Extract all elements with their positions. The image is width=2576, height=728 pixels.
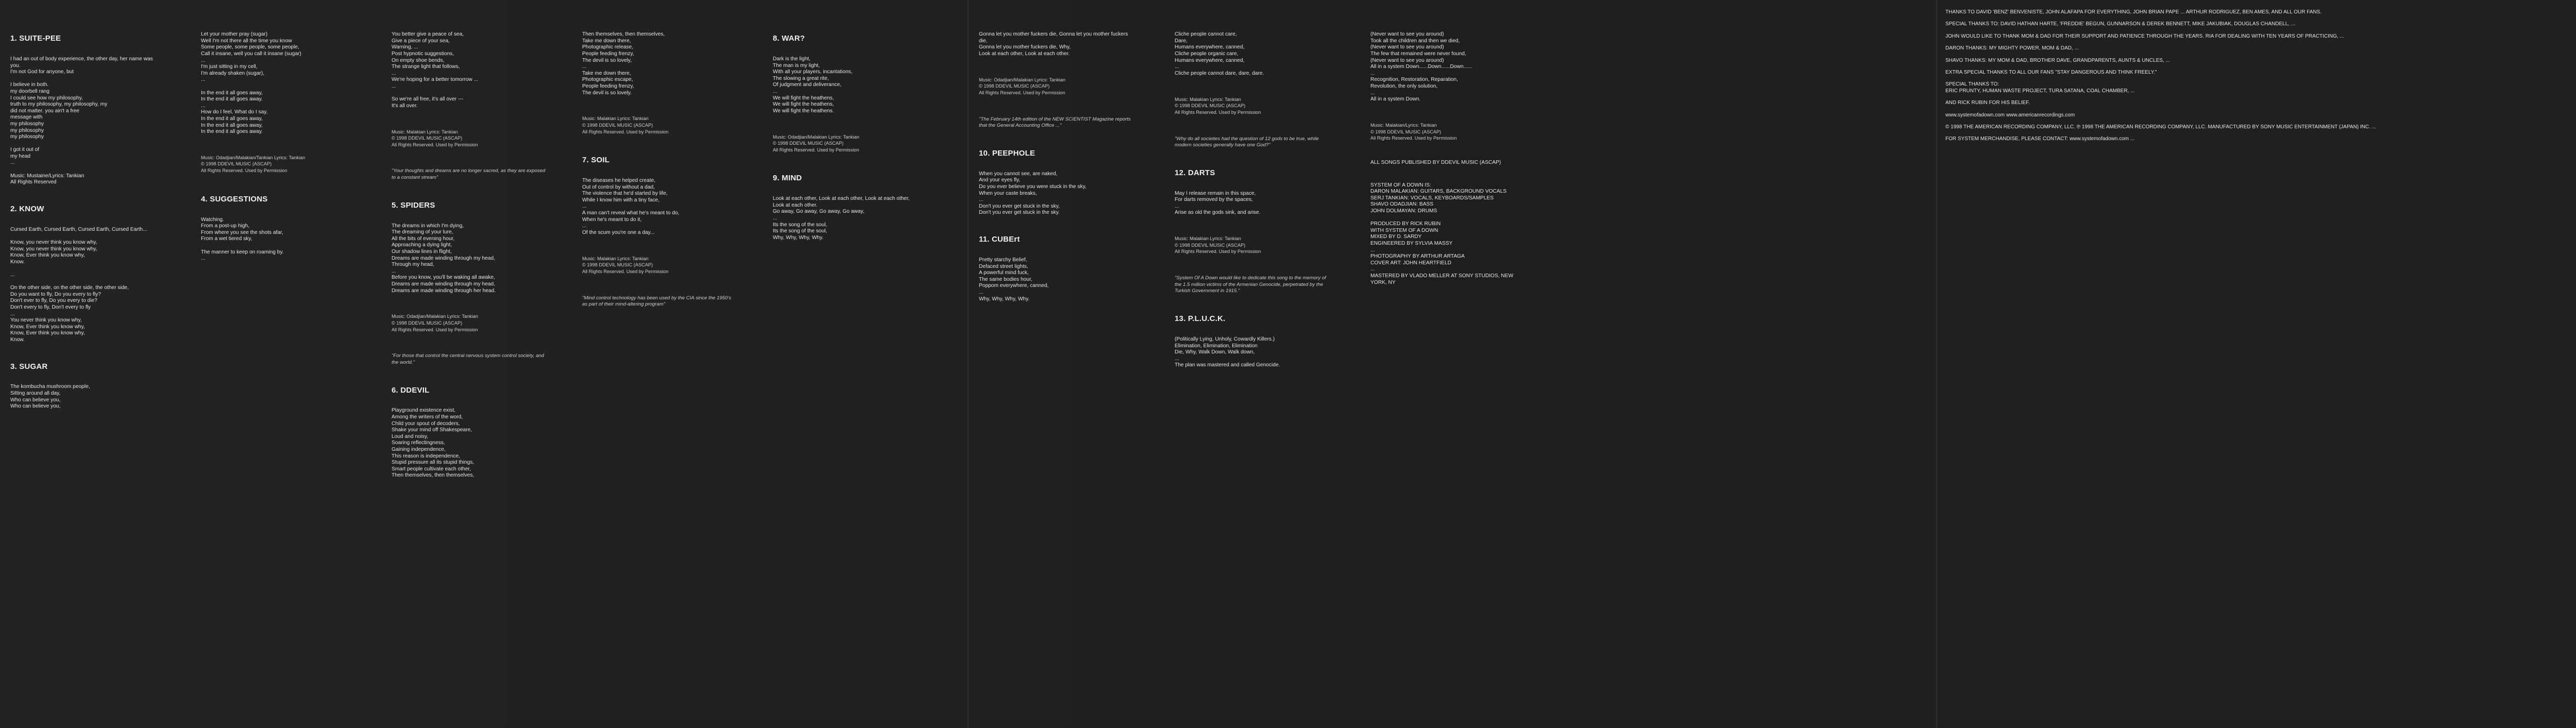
lyrics-panel-middle xyxy=(969,0,1937,728)
song-title: 5. SPIDERS xyxy=(392,200,435,210)
thanks-paragraph: SPECIAL THANKS TO: DAVID HATHAN HARTE, 'FREDDIE' BEGUN, GUNNARSON & DEREK BENNETT, MIKE JAKUBIAK, DOUGLAS CHANDELL, ... xyxy=(1945,21,2296,27)
merch-contact: FOR SYSTEM MERCHANDISE, PLEASE CONTACT: www.systemofadown.com ... xyxy=(1945,136,2135,142)
song-lyrics: Watching. From a post-up high, From where you see the shots afar, From a wet tiered sky, The manner to keep on roaming by. ... xyxy=(201,216,284,262)
song-title: 4. SUGGESTIONS xyxy=(201,194,268,204)
song-credit: Music: Malakian Lyrics: Tankian © 1998 DDEVIL MUSIC (ASCAP) All Rights Reserved. Used by Permission xyxy=(392,129,478,147)
song-title: 1. SUITE-PEE xyxy=(10,34,61,43)
song-title: 12. DARTS xyxy=(1175,168,1215,177)
song-lyrics: Gonna let you mother fuckers die, Gonna let you mother fuckers die, Gonna let you mother fuckers die, Why, Look at each other, Look at each other. xyxy=(979,31,1128,57)
song-credit: Music: Odadjian/Malakian Lyrics: Tankian © 1998 DDEVIL MUSIC (ASCAP) All Rights Reserved. Used by Permission xyxy=(392,314,479,332)
lyrics-column-1 xyxy=(10,19,165,719)
song-credit: Music: Malakian/Lyrics: Tankian © 1998 DDEVIL MUSIC (ASCAP) All Rights Reserved. Used by Permission xyxy=(1370,122,1457,141)
song-lyrics: The dreams in which I'm dying, The dreaming of your lure, All the bits of evening hour, Approaching a dying light, Our shadow lines in flight, Dreams are made winding through my head, Through my head, ... Before you know, you'll be waking all awake, Dreams are made winding through my head, Dreams are made winding through her head. xyxy=(392,223,496,294)
lyrics-panel-left xyxy=(0,0,969,728)
song-lyrics: May I release remain in this space, For darts removed by the spaces, ... Arise as old the gods sink, and arise. xyxy=(1175,190,1261,216)
thanks-paragraph: THANKS TO DAVID 'BENZ' BENVENISTE, JOHN ALAFAPA FOR EVERYTHING, JOHN BRIAN PAPE ... ARTHUR RODRIGUEZ, BEN AMES, AND ALL OUR FANS. xyxy=(1945,9,2322,15)
thanks-column xyxy=(1945,9,2388,148)
song-credit: Music: Odadjian/Malakian/Tankian Lyrics: Tankian © 1998 DDEVIL MUSIC (ASCAP) All Rights Reserved. Used by Permission xyxy=(201,155,306,174)
song-lyrics: (Politically Lying, Unholy, Cowardly Killers.) Elimination, Elimination, Elimination Die, Why, Walk Down, Walk down, ... The plan was mastered and called Genocide. xyxy=(1175,336,1280,368)
song-note: "The February 14th edition of the NEW SCIENTIST Magazine reports that the General Accounting Office ..." xyxy=(979,116,1132,129)
song-note: "For those that control the central nervous system control society, and the world." xyxy=(392,353,546,365)
legal-text: © 1998 THE AMERICAN RECORDING COMPANY, LLC. ℗ 1998 THE AMERICAN RECORDING COMPANY, LLC. MANUFACTURED BY SONY MUSIC ENTERTAINMENT (JAPAN) INC. ... xyxy=(1945,124,2377,130)
thanks-paragraph: DARON THANKS: MY MIGHTY POWER, MOM & DAD, ... xyxy=(1945,45,2079,52)
song-title: 13. P.L.U.C.K. xyxy=(1175,314,1226,324)
song-lyrics: Dark is the light, The man is my light, With all your players, incantations, The slowing a great rite, Of judgment and deliverance, ... We will fight the heathens, We will fight the heathens, We will fight the heathens. xyxy=(773,56,853,114)
song-note: "Why do all societies had the question of 12 gods to be true, while modern societies generally have one God?" xyxy=(1175,136,1320,148)
song-lyrics: (Never want to see you around) Took all the children and then we died, (Never want to see you around) The few that remained were never found, (Never want to see you around) All in a system Down......Down......Down...... ... Recognition, Restoration, Reparation, Revolution, the only solution, ... All in a system Down. xyxy=(1370,31,1472,103)
song-credit: Music: Odadjian/Malakian Lyrics: Tankian © 1998 DDEVIL MUSIC (ASCAP) All Rights Reserved. Used by Permission xyxy=(979,77,1066,95)
song-note: "Your thoughts and dreams are no longer sacred, as they are exposed to a constant stream" xyxy=(392,168,547,181)
lyrics-column-5 xyxy=(773,19,927,719)
thanks-paragraph: AND RICK RUBIN FOR HIS BELIEF. xyxy=(1945,100,2030,106)
song-lyrics: When you cannot see, are naked, And your eyes fly, Do you ever believe you were stuck in the sky, When your caste breaks, ... Don't you ever get stuck in the sky, Don't you ever get stuck in the sky. xyxy=(979,171,1087,216)
song-lyrics: Pretty starchy Belief, Defaced street lights, A powerful mind fuck, The same bodies hour, Poppom everywhere, canned, ... Why, Why, Why, Why. xyxy=(979,257,1049,302)
song-title: 8. WAR? xyxy=(773,34,805,43)
song-lyrics: Look at each other, Look at each other, Look at each other, Look at each other. Go away, Go away, Go away, Go away, ... Its the song of the soul, Its the song of the soul, Why, Why, Why, Why. xyxy=(773,196,910,241)
song-note: "Mind control technology has been used by the CIA since the 1950's as part of their mind-altering program" xyxy=(582,295,733,308)
song-lyrics: Cursed Earth, Cursed Earth, Cursed Earth, Cursed Earth... Know, you never think you know why, Know, you never think you know why, Know, Ever think you know why, Know. ... On the other side, on the other side, the other side, Do you want to fly, Do you every to fly? Don't ever to fly, Do you every to die? Don't every to fly, Don't every to fly ... You never think you know why, Know, Ever think you know why, Know, Ever think you know why, Know. xyxy=(10,226,147,343)
thanks-paragraph: SPECIAL THANKS TO: ERIC PRUNTY, HUMAN WASTE PROJECT, TURA SATANA, COAL CHAMBER, ... xyxy=(1945,81,2135,94)
thanks-paragraph: SHAVO THANKS: MY MOM & DAD, BROTHER DAVE, GRANDPARENTS, AUNTS & UNCLES, ... xyxy=(1945,57,2170,63)
song-credit: Music: Odadjian/Malakian Lyrics: Tankian © 1998 DDEVIL MUSIC (ASCAP) All Rights Reserved. Used by Permission xyxy=(773,134,860,153)
lyrics-column-3 xyxy=(392,19,546,719)
song-credit: Music: Malakian Lyrics: Tankian © 1998 DDEVIL MUSIC (ASCAP) All Rights Reserved. Used by Permission xyxy=(582,116,669,134)
song-lyrics: I had an out of body experience, the other day, her name was you. I'm not God for anyone, but I believe in both. my doorbell rang I could see how my philosophy, truth to my philosophy, my philosophy, my did not matter. you ain't a free message with my philosophy my philosophy my philosophy I got it out of my head ... Music: Mustaine/Lyrics: Tankian All Rights Reserved xyxy=(10,56,153,185)
song-lyrics: Let your mother pray (sugar) Well I'm not there all the time you know Some people, some people, some people, Call it insane, well you call it insane (sugar) ... I'm just sitting in my cell, I'm already shaken (sugar), ... In the end it all goes away, In the end it all goes away. ... How do I feel, What do I say, In the end it all goes away, In the end it all goes away, In the end it all goes away. xyxy=(201,31,301,135)
personnel-credits: SYSTEM OF A DOWN IS: DARON MALAKIAN: GUITARS, BACKGROUND VOCALS SERJ TANKIAN: VOCALS, KEYBOARDS/SAMPLES SHAVO ODADJIAN: BASS JOHN DOLMAYAN: DRUMS PRODUCED BY RICK RUBIN WITH SYSTEM OF A DOWN MIXED BY D. SARDY ENGINEERED BY SYLVIA MASSY ... PHOTOGRAPHY BY ARTHUR ARTAGA COVER ART: JOHN HEARTFIELD ... MASTERED BY VLADO MELLER AT SONY STUDIOS, NEW YORK, NY xyxy=(1370,182,1514,285)
song-lyrics: The kombucha mushroom people, Sitting around all day, Who can believe you, Who can believe you, xyxy=(10,384,90,410)
song-title: 9. MIND xyxy=(773,174,802,183)
song-title: 10. PEEPHOLE xyxy=(979,149,1036,158)
song-note: "System Of A Down would like to dedicate this song to the memory of the 1.5 million victims of the Armenian Genocide, perpetrated by the Turkish Government in 1915." xyxy=(1175,275,1328,294)
website-urls: www.systemofadown.com www.americanrecordings.com xyxy=(1945,112,2075,118)
song-credit: Music: Malakian Lyrics: Tankian © 1998 DDEVIL MUSIC (ASCAP) All Rights Reserved. Used by Permission xyxy=(582,256,669,274)
lyrics-column-2 xyxy=(201,19,355,719)
lyrics-column-6 xyxy=(979,19,1133,719)
song-title: 3. SUGAR xyxy=(10,362,48,371)
lyrics-column-8 xyxy=(1370,19,1525,719)
song-title: 11. CUBErt xyxy=(979,235,1020,244)
song-title: 6. DDEVIL xyxy=(392,385,430,395)
song-lyrics: Cliche people cannot care, Dare, Humans everywhere, canned, Cliche people organic care, Humans everywhere, canned, ... Cliche people cannot dare, dare, dare. xyxy=(1175,31,1264,76)
thanks-panel-right xyxy=(1937,0,2576,728)
thanks-paragraph: JOHN WOULD LIKE TO THANK MOM & DAD FOR THEIR SUPPORT AND PATIENCE THROUGH THE YEARS. RIA FOR DEALING WITH TEN YEARS OF PRACTICING, ... xyxy=(1945,33,2344,39)
thanks-paragraph: EXTRA SPECIAL THANKS TO ALL OUR FANS "STAY DANGEROUS AND THINK FREELY." xyxy=(1945,70,2157,76)
publishing-note: ALL SONGS PUBLISHED BY DDEVIL MUSIC (ASCAP) xyxy=(1370,159,1501,165)
song-title: 7. SOIL xyxy=(582,156,610,165)
song-credit: Music: Malakian Lyrics: Tankian © 1998 DDEVIL MUSIC (ASCAP) All Rights Reserved. Used by Permission xyxy=(1175,96,1261,115)
song-lyrics: The diseases he helped create, Out of control by without a dad, The violence that he'd started by life, While I know him with a tiny face, ... A man can't reveal what he's meant to do, When he's meant to do it, ... Of the scum you're one a day... xyxy=(582,178,680,235)
song-lyrics: Playground existence exist, Among the writers of the word, Child your spout of decoders, Shake your mind off Shakespeare, Loud and noisy, Soaring reflectingness, Gaining independence, This reason is independence, Stupid pressure all its stupid things, Smart people cultivate each other, Then themselves, then themselves, xyxy=(392,408,474,479)
song-lyrics: Then themselves, then themselves, Take me down there, Photographic release, People feeding frenzy, The devil is so lovely, ... Take me down there, Photographic escape, People feeding frenzy, The devil is so lovely. xyxy=(582,31,665,96)
song-lyrics: You better give a peace of sea, Give a piece of your sea, Warning, ... Post hypnotic suggestions, On empty shoe bends, The strange light that follows, ... We're hoping for a better tomorrow ... ... So we're all free, it's all over --- It's all over. xyxy=(392,31,479,109)
lyrics-column-4 xyxy=(582,19,737,719)
song-credit: Music: Malakian Lyrics: Tankian © 1998 DDEVIL MUSIC (ASCAP) All Rights Reserved. Used by Permission xyxy=(1175,236,1261,255)
song-title: 2. KNOW xyxy=(10,205,44,214)
lyrics-column-7 xyxy=(1175,19,1329,719)
